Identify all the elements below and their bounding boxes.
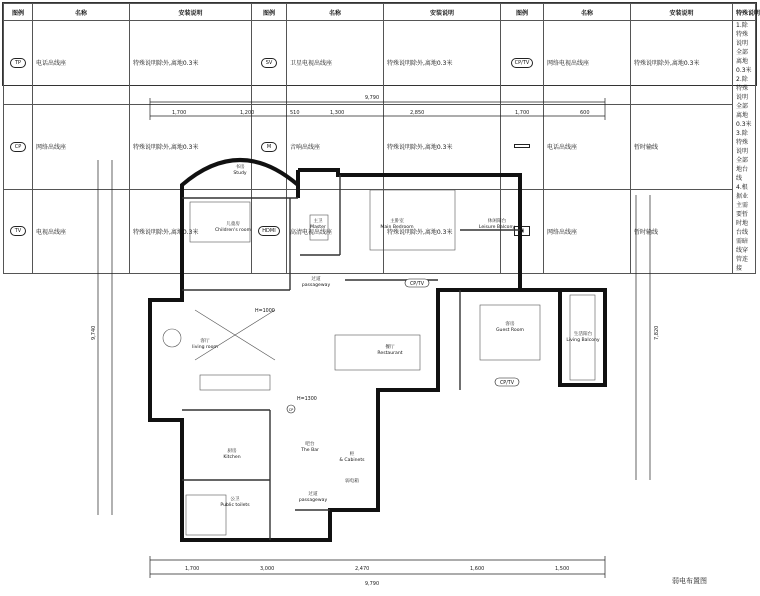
hdmi-outlet-icon: HDMI xyxy=(258,226,279,236)
legend-header: 特殊说明 xyxy=(733,4,756,21)
legend-header: 名称 xyxy=(33,4,130,21)
legend-cell: 特殊说明除外,离地0.3米 xyxy=(384,105,501,189)
note-line: 需暗线穿管连接 xyxy=(736,238,749,272)
room-corridor-en: passageway xyxy=(298,498,328,503)
network-outlet-icon: CP xyxy=(10,142,26,152)
legend-cell: 网络电视出线座 xyxy=(544,21,631,105)
room-leisure-balcony-en: Leisure Balcony xyxy=(478,225,516,230)
legend-cell: 特殊说明除外,离地0.3米 xyxy=(384,21,501,105)
room-master-bed: 主卧室 xyxy=(390,219,404,224)
room-master-bath: 主卫 xyxy=(313,219,323,224)
legend-header: 名称 xyxy=(287,4,384,21)
legend-cell: 网络出线座 xyxy=(33,105,130,189)
dim-bottom-seg: 1,600 xyxy=(470,566,485,572)
note-line: 1.除特殊说明全部离地0.3米 xyxy=(736,22,752,74)
legend-cell: 电视出线座 xyxy=(33,189,130,273)
legend-header: 图例 xyxy=(501,4,544,21)
note-line: 3.除特殊说明全部地台线 xyxy=(736,130,749,182)
legend-header: 图例 xyxy=(252,4,287,21)
dim-bottom-seg: 2,470 xyxy=(355,566,370,572)
dim-right-total: 7,820 xyxy=(654,325,660,340)
room-public-bath: 公卫 xyxy=(230,497,240,502)
network-outlet-box-icon: ▣ xyxy=(514,226,530,236)
room-bar-en: The Bar xyxy=(301,448,319,453)
room-master-bed-en: Main Bedroom xyxy=(380,225,414,230)
note-line: 2.除特殊说明全部离地0.3米 xyxy=(736,76,752,128)
room-guest-en: Guest Room xyxy=(495,328,525,333)
dim-bottom-seg: 1,700 xyxy=(185,566,200,572)
room-study-en: Study xyxy=(233,171,247,176)
outer-walls xyxy=(150,160,605,540)
phone-outlet-icon: TP xyxy=(10,58,26,68)
dim-top-seg: 510 xyxy=(290,110,300,116)
room-living-balcony: 生活阳台 xyxy=(573,332,593,337)
dim-bottom-seg: 3,000 xyxy=(260,566,275,572)
legend-cell: 电话出线座 xyxy=(544,105,631,189)
dim-top-seg: 1,200 xyxy=(240,110,255,116)
legend-cell: 特殊说明除外,离地0.3米 xyxy=(130,21,252,105)
legend-cell: 特殊说明除外,离地0.3米 xyxy=(631,21,733,105)
dim-top-seg: 1,300 xyxy=(330,110,345,116)
legend-cell: 暂时输线 xyxy=(631,105,733,189)
legend-header-row xyxy=(4,4,756,21)
room-leisure-balcony: 休闲阳台 xyxy=(487,219,507,224)
height-tag: H=1000 xyxy=(255,309,275,314)
network-tv-outlet-icon: CP/TV xyxy=(499,381,515,386)
room-kitchen: 厨房 xyxy=(227,449,237,454)
room-public-bath-en: Public toilets xyxy=(220,503,250,508)
dim-top-total: 9,790 xyxy=(364,95,380,101)
satellite-outlet-icon: SV xyxy=(261,58,277,68)
room-guest: 客房 xyxy=(505,322,515,327)
room-cabinet: 柜 xyxy=(349,452,355,457)
room-meter-box: 弱电箱 xyxy=(345,479,359,484)
legend-header: 安装说明 xyxy=(631,4,733,21)
dim-top-seg: 1,700 xyxy=(172,110,187,116)
network-tv-outlet-icon: CP/TV xyxy=(409,282,425,287)
room-corridor: 过道 xyxy=(308,492,318,497)
room-corridor: 过道 xyxy=(311,277,321,282)
room-bar: 吧台 xyxy=(305,442,315,447)
room-master-bath-en: Master xyxy=(310,225,326,230)
legend-cell: 高清电视出线座 xyxy=(287,189,384,273)
note-line: 4.根据业主需要暂时地台线 xyxy=(736,184,749,236)
audio-outlet-icon: M xyxy=(261,142,277,152)
legend-header: 名称 xyxy=(544,4,631,21)
dim-left-total: 9,740 xyxy=(91,325,97,340)
dim-top-seg: 1,700 xyxy=(515,110,530,116)
room-study: 书房 xyxy=(235,165,245,170)
room-dining: 餐厅 xyxy=(385,345,395,350)
dim-top-seg: 600 xyxy=(580,110,590,116)
network-outlet-icon: CP xyxy=(288,408,294,412)
dim-bottom-seg: 1,500 xyxy=(555,566,570,572)
network-tv-outlet-icon: CP/TV xyxy=(511,58,534,68)
legend-cell: 特殊说明除外,离地0.3米 xyxy=(384,189,501,273)
dim-bottom-total: 9,790 xyxy=(364,581,380,587)
room-living: 客厅 xyxy=(200,339,210,344)
legend-cell: 特殊说明除外,离地0.3米 xyxy=(130,105,252,189)
tv-outlet-icon: TV xyxy=(10,226,26,236)
legend-cell: 特殊说明除外,离地0.3米 xyxy=(130,189,252,273)
room-corridor-en: passageway xyxy=(301,283,331,288)
plan-title: 弱电布置图 xyxy=(672,577,707,585)
room-children-en: Children's room xyxy=(214,228,252,233)
legend-header: 图例 xyxy=(4,4,33,21)
room-kitchen-en: Kitchen xyxy=(223,455,241,460)
legend-cell: 卫星电视出线座 xyxy=(287,21,384,105)
legend-cell: 暂时输线 xyxy=(631,189,733,273)
legend-cell: 网络出线座 xyxy=(544,189,631,273)
room-labels xyxy=(192,163,600,508)
legend-header: 安装说明 xyxy=(130,4,252,21)
legend-cell: 音响出线座 xyxy=(287,105,384,189)
height-tag: H=1300 xyxy=(297,397,317,402)
room-living-balcony-en: Living Balcony xyxy=(566,338,600,343)
room-children: 儿童房 xyxy=(226,222,240,227)
dim-top-seg: 2,850 xyxy=(410,110,425,116)
room-living-en: living room xyxy=(192,345,218,350)
legend-cell: 电话出线座 xyxy=(33,21,130,105)
room-cabinet-en: & Cabinets xyxy=(339,458,365,463)
legend-header: 安装说明 xyxy=(384,4,501,21)
room-dining-en: Restaurant xyxy=(377,351,403,356)
floor-plan xyxy=(0,90,760,590)
